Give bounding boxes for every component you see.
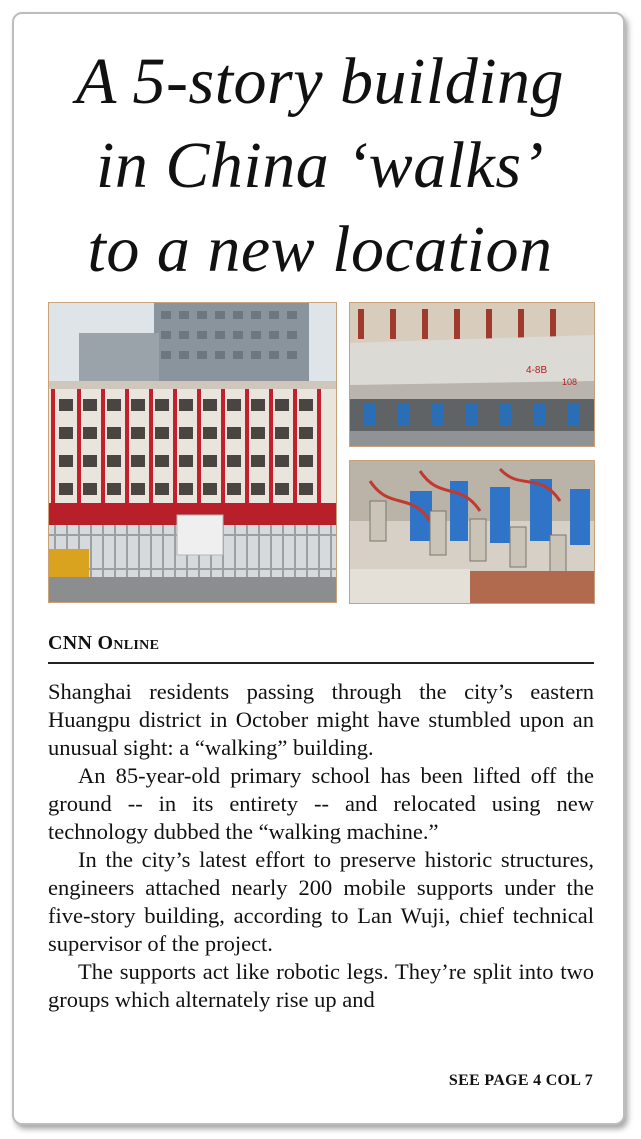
headline-line-3: to a new location bbox=[87, 213, 553, 286]
school-building-illustration bbox=[49, 303, 336, 602]
article-paragraph: Shanghai residents passing through the city’s eastern Huangpu district in October might have stumbled upon an unusual sight: a “walking” building. bbox=[48, 679, 594, 760]
support-label-1: 4-8B bbox=[526, 365, 548, 376]
hydraulic-supports-photo bbox=[349, 460, 595, 604]
headline-line-1: A 5-story building bbox=[75, 45, 565, 118]
article-paragraph: In the city’s latest effort to preserve historic structures, engineers attached nearly 200 mobile supports under the five-story building, according to Lan Wuji, chief technical supervisor of the project. bbox=[48, 847, 594, 956]
foundation-lift-photo bbox=[349, 302, 595, 447]
continuation-link[interactable]: SEE PAGE 4 COL 7 bbox=[448, 1072, 593, 1089]
hydraulic-supports-illustration bbox=[350, 461, 594, 603]
support-label-2: 108 bbox=[562, 377, 578, 387]
foundation-lift-illustration bbox=[350, 303, 594, 446]
headline bbox=[20, 40, 620, 292]
byline-divider bbox=[48, 662, 594, 664]
byline: CNN Online bbox=[48, 632, 160, 654]
article-paragraph: An 85-year-old primary school has been lifted off the ground -- in its entirety -- and relocated using new technology dubbed the “walking machine.” bbox=[48, 763, 594, 844]
school-building-photo bbox=[48, 302, 337, 603]
article-body bbox=[48, 678, 594, 1014]
article-paragraph: The supports act like robotic legs. They’re split into two groups which alternately rise up and bbox=[48, 959, 594, 1012]
headline-line-2: in China ‘walks’ bbox=[96, 129, 544, 202]
